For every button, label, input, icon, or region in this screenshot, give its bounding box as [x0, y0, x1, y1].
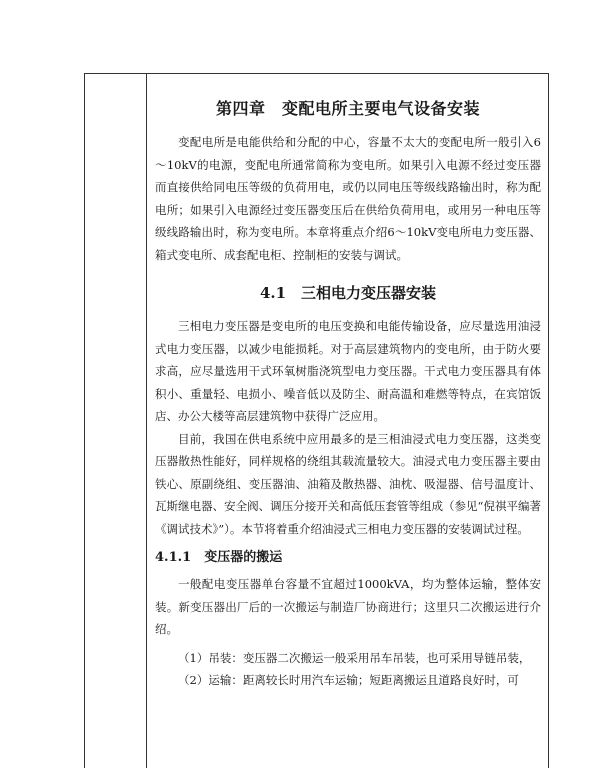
document-content [155, 96, 541, 692]
chapter-title: 第四章 变配电所主要电气设备安装 [215, 99, 480, 118]
section-paragraph-2: 目前，我国在供电系统中应用最多的是三相油浸式电力变压器，这类变压器散热性能好，同样规格的绕组其载流量较大。油浸式电力变压器主要由铁心、原副绕组、变压器油、油箱及散热器、油枕、吸湿器、信号温度计、瓦斯继电器、安全阀、调压分接开关和高低压套管等组成（参见“倪祺平编著《调试技术》”）。本节将着重介绍油浸式三相电力变压器的安装调试过程。 [155, 431, 541, 536]
subsection-paragraph-1: 一般配电变压器单台容量不宜超过1000kVA，均为整体运输，整体安装。新变压器出厂后的一次搬运与制造厂协商进行；这里只二次搬运进行介绍。 [155, 577, 541, 636]
table-column-divider [146, 73, 147, 768]
section-paragraph-1: 三相电力变压器是变电所的电压变换和电能传输设备，应尽量选用油浸式电力变压器，以减少电能损耗。对于高层建筑物内的变电所，由于防火要求高，应尽量选用干式环氧树脂浇筑型电力变压器。干式电力变压器具有体积小、重量轻、电损小、噪音低以及防尘、耐高温和难燃等特点，在宾馆饭店、办公大楼等高层建筑物中获得广泛应用。 [155, 319, 541, 423]
subsection-paragraph-2: （1）吊装：变压器二次搬运一般采用吊车吊装，也可采用导链吊装， [178, 650, 531, 665]
intro-paragraph: 变配电所是电能供给和分配的中心，容量不太大的变配电所一般引入6～10kV的电源，变配电所通常简称为变电所。如果引入电源不经过变压器而直接供给同电压等级的负荷用电，或仍以同电压等级线路输出时，称为配电所；如果引入电源经过变压器变压后在供给负荷用电，或用另一种电压等级线路输出时，称为变电所。本章将重点介绍6～10kV变电所电力变压器、箱式变电所、成套配电柜、控制柜的安装与调试。 [155, 135, 541, 262]
section-title: 4.1 三相电力变压器安装 [259, 284, 437, 302]
subsection-title: 4.1.1 变压器的搬运 [155, 550, 283, 565]
subsection-paragraph-3: （2）运输：距离较长时用汽车运输；短距离搬运且道路良好时，可 [178, 673, 519, 687]
